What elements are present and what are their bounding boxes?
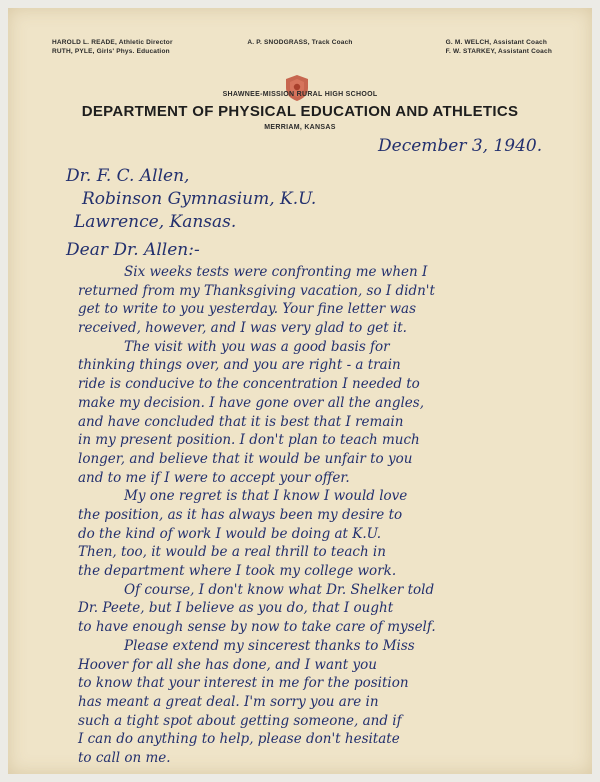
address-line: Dr. F. C. Allen, xyxy=(66,166,190,186)
body-line: the position, as it has always been my desire to xyxy=(78,507,403,523)
letter-date: December 3, 1940. xyxy=(378,136,543,156)
letter-page xyxy=(8,8,592,774)
body-line: Then, too, it would be a real thrill to teach in xyxy=(78,544,386,561)
body-line: in my present position. I don't plan to teach much xyxy=(78,432,420,449)
staff-line: A. P. SNODGRASS, Track Coach xyxy=(247,39,353,46)
body-line: get to write to you yesterday. Your fine letter was xyxy=(78,301,417,318)
body-line: such a tight spot about getting someone, and if xyxy=(78,712,402,729)
handwritten-letter xyxy=(8,8,592,774)
body-line: Dr. Peete, but I believe as you do, that I ought xyxy=(78,600,394,617)
body-line: received, however, and I was very glad to get it. xyxy=(78,320,407,337)
address-line: Robinson Gymnasium, K.U. xyxy=(82,189,317,209)
body-line: to know that your interest in me for the position xyxy=(78,675,409,692)
body-line: make my decision. I have gone over all the angles, xyxy=(78,394,424,411)
body-line: to call on me. xyxy=(78,750,171,766)
body-line: and have concluded that it is best that I remain xyxy=(78,413,404,430)
body-line: has meant a great deal. I'm sorry you are in xyxy=(78,693,379,710)
address-line: Lawrence, Kansas. xyxy=(74,212,237,232)
body-line: the department where I took my college work. xyxy=(78,563,397,580)
staff-line: G. M. WELCH, Assistant Coach xyxy=(445,39,548,46)
body-line: to have enough sense by now to take care of myself. xyxy=(78,619,436,636)
school-city: MERRIAM, KANSAS xyxy=(264,124,336,131)
body-line: do the kind of work I would be doing at K.U. xyxy=(78,525,382,542)
body-line: thinking things over, and you are right - a train xyxy=(78,357,401,374)
body-line: longer, and believe that it would be unfair to you xyxy=(78,450,413,467)
body-line: ride is conducive to the concentration I needed to xyxy=(78,376,420,393)
body-line: returned from my Thanksgiving vacation, so I didn't xyxy=(78,282,435,299)
department-title: DEPARTMENT OF PHYSICAL EDUCATION AND ATHLETICS xyxy=(81,103,519,120)
staff-line: F. W. STARKEY, Assistant Coach xyxy=(445,48,552,55)
body-line: My one regret is that I know I would love xyxy=(124,488,408,505)
body-line: Please extend my sincerest thanks to Miss xyxy=(124,637,415,654)
body-line: Of course, I don't know what Dr. Shelker told xyxy=(124,581,435,598)
body-line: Hoover for all she has done, and I want you xyxy=(78,656,377,673)
body-line: and to me if I were to accept your offer. xyxy=(78,469,350,486)
body-line: Six weeks tests were confronting me when I xyxy=(124,264,428,280)
salutation: Dear Dr. Allen:- xyxy=(66,240,200,260)
school-name: SHAWNEE-MISSION RURAL HIGH SCHOOL xyxy=(222,91,378,98)
body-line: The visit with you was a good basis for xyxy=(124,338,390,355)
staff-line: RUTH, PYLE, Girls' Phys. Education xyxy=(52,48,170,55)
body-line: I can do anything to help, please don't hesitate xyxy=(78,731,400,748)
staff-line: HAROLD L. READE, Athletic Director xyxy=(52,39,173,46)
